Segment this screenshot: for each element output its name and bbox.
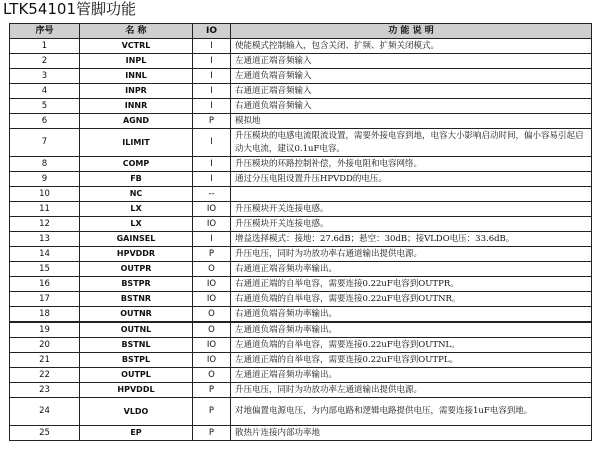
table-row bbox=[10, 187, 592, 202]
pin-number: 17 bbox=[10, 292, 80, 307]
pin-description: 对地偏置电源电压，为内部电路和逻辑电路提供电压，需要连接1uF电容到地。 bbox=[231, 398, 592, 426]
table-row bbox=[10, 277, 592, 292]
pin-description: 升压电压，同时为功放功率右通道输出提供电源。 bbox=[231, 247, 592, 262]
pin-description: 右通道正端音频输入 bbox=[231, 84, 592, 99]
pin-name: EP bbox=[80, 426, 193, 441]
pin-description: 右通道正端的自举电容，需要连接0.22uF电容到OUTPR。 bbox=[231, 277, 592, 292]
pin-io: P bbox=[193, 426, 231, 441]
table-row bbox=[10, 368, 592, 383]
pin-number: 9 bbox=[10, 172, 80, 187]
pin-number: 23 bbox=[10, 383, 80, 398]
pin-description: 左通道正端音频功率输出。 bbox=[231, 368, 592, 383]
pin-number: 20 bbox=[10, 338, 80, 353]
pin-number: 2 bbox=[10, 54, 80, 69]
pin-io: I bbox=[193, 129, 231, 157]
table-row bbox=[10, 54, 592, 69]
table-row bbox=[10, 262, 592, 277]
pin-number: 4 bbox=[10, 84, 80, 99]
pin-name: LX bbox=[80, 202, 193, 217]
pin-number: 24 bbox=[10, 398, 80, 426]
pin-description: 左通道负端音频功率输出。 bbox=[231, 322, 592, 338]
header-name: 名 称 bbox=[80, 24, 193, 39]
table-row bbox=[10, 39, 592, 54]
table-body bbox=[10, 39, 592, 441]
table-row bbox=[10, 114, 592, 129]
pin-number: 15 bbox=[10, 262, 80, 277]
pin-name: FB bbox=[80, 172, 193, 187]
pin-name: HPVDDL bbox=[80, 383, 193, 398]
table-row bbox=[10, 99, 592, 114]
pin-name: COMP bbox=[80, 157, 193, 172]
pin-name: OUTPL bbox=[80, 368, 193, 383]
pin-io: -- bbox=[193, 187, 231, 202]
pin-io: I bbox=[193, 172, 231, 187]
pin-description: 增益选择模式：接地：27.6dB；悬空：30dB；接VLDO电压：33.6dB。 bbox=[231, 232, 592, 247]
pin-io: O bbox=[193, 307, 231, 323]
pin-description: 左通道负端音频输入 bbox=[231, 69, 592, 84]
pin-io: IO bbox=[193, 277, 231, 292]
table-row bbox=[10, 69, 592, 84]
pin-description: 左通道负端的自举电容，需要连接0.22uF电容到OUTNL。 bbox=[231, 338, 592, 353]
pin-number: 22 bbox=[10, 368, 80, 383]
pin-name: BSTNR bbox=[80, 292, 193, 307]
table-row bbox=[10, 202, 592, 217]
pin-name: VCTRL bbox=[80, 39, 193, 54]
pin-name: INPR bbox=[80, 84, 193, 99]
pin-io: I bbox=[193, 54, 231, 69]
pin-number: 6 bbox=[10, 114, 80, 129]
pin-name: ILIMIT bbox=[80, 129, 193, 157]
pin-description: 左通道正端的自举电容，需要连接0.22uF电容到OUTPL。 bbox=[231, 353, 592, 368]
pin-name: AGND bbox=[80, 114, 193, 129]
pin-description: 使能模式控制输入，包含关闭、扩频、扩频关闭模式。 bbox=[231, 39, 592, 54]
pin-description: 通过分压电阻设置升压HPVDD的电压。 bbox=[231, 172, 592, 187]
pin-name: GAINSEL bbox=[80, 232, 193, 247]
pin-number: 18 bbox=[10, 307, 80, 323]
table-row bbox=[10, 232, 592, 247]
pin-number: 1 bbox=[10, 39, 80, 54]
pin-description: 右通道负端音频输入 bbox=[231, 99, 592, 114]
pin-name: HPVDDR bbox=[80, 247, 193, 262]
pin-number: 19 bbox=[10, 322, 80, 338]
pin-io: P bbox=[193, 398, 231, 426]
pin-description: 升压模块的电感电流限流设置，需要外接电容到地，电容大小影响启动时间，偏小容易引起启动大电流，建议0.1uF电容。 bbox=[231, 129, 592, 157]
pin-description: 升压模块开关连接电感。 bbox=[231, 217, 592, 232]
pin-name: BSTPR bbox=[80, 277, 193, 292]
pin-description: 左通道正端音频输入 bbox=[231, 54, 592, 69]
pin-io: I bbox=[193, 157, 231, 172]
pin-io: P bbox=[193, 247, 231, 262]
pin-description: 散热片连接内部功率地 bbox=[231, 426, 592, 441]
table-row bbox=[10, 322, 592, 338]
table-header-row bbox=[10, 24, 592, 39]
pin-number: 25 bbox=[10, 426, 80, 441]
pin-name: BSTPL bbox=[80, 353, 193, 368]
pin-io: I bbox=[193, 84, 231, 99]
pin-number: 10 bbox=[10, 187, 80, 202]
table-row bbox=[10, 398, 592, 426]
pin-number: 3 bbox=[10, 69, 80, 84]
table-row bbox=[10, 353, 592, 368]
pin-number: 11 bbox=[10, 202, 80, 217]
pin-number: 8 bbox=[10, 157, 80, 172]
pin-description: 升压模块的环路控制补偿，外接电阻和电容网络。 bbox=[231, 157, 592, 172]
pin-io: IO bbox=[193, 338, 231, 353]
pin-io: I bbox=[193, 39, 231, 54]
table-row bbox=[10, 217, 592, 232]
table-row bbox=[10, 292, 592, 307]
pin-name: INPL bbox=[80, 54, 193, 69]
pin-description: 右通道正端音频功率输出。 bbox=[231, 262, 592, 277]
pin-description: 右通道负端音频功率输出。 bbox=[231, 307, 592, 323]
table-row bbox=[10, 426, 592, 441]
pin-io: O bbox=[193, 262, 231, 277]
pin-name: LX bbox=[80, 217, 193, 232]
pin-io: IO bbox=[193, 353, 231, 368]
header-io: IO bbox=[193, 24, 231, 39]
table-row bbox=[10, 383, 592, 398]
pin-number: 7 bbox=[10, 129, 80, 157]
pin-name: OUTNR bbox=[80, 307, 193, 323]
table-row bbox=[10, 307, 592, 323]
pin-description bbox=[231, 187, 592, 202]
pin-description: 右通道负端的自举电容，需要连接0.22uF电容到OUTNR。 bbox=[231, 292, 592, 307]
pin-number: 14 bbox=[10, 247, 80, 262]
pin-description: 升压模块开关连接电感。 bbox=[231, 202, 592, 217]
pin-name: INNL bbox=[80, 69, 193, 84]
pin-number: 16 bbox=[10, 277, 80, 292]
pin-io: I bbox=[193, 99, 231, 114]
pin-description: 模拟地 bbox=[231, 114, 592, 129]
table-row bbox=[10, 338, 592, 353]
pin-name: OUTPR bbox=[80, 262, 193, 277]
pin-name: VLDO bbox=[80, 398, 193, 426]
pin-io: IO bbox=[193, 217, 231, 232]
pin-io: IO bbox=[193, 292, 231, 307]
pin-io: P bbox=[193, 383, 231, 398]
table-row bbox=[10, 247, 592, 262]
pin-number: 5 bbox=[10, 99, 80, 114]
table-row bbox=[10, 172, 592, 187]
pin-name: BSTNL bbox=[80, 338, 193, 353]
pin-function-table bbox=[9, 23, 592, 441]
header-no: 序号 bbox=[10, 24, 80, 39]
pin-io: O bbox=[193, 368, 231, 383]
table-row bbox=[10, 157, 592, 172]
pin-name: OUTNL bbox=[80, 322, 193, 338]
pin-name: INNR bbox=[80, 99, 193, 114]
pin-number: 21 bbox=[10, 353, 80, 368]
header-desc: 功 能 说 明 bbox=[231, 24, 592, 39]
table-row bbox=[10, 129, 592, 157]
pin-io: O bbox=[193, 322, 231, 338]
pin-io: I bbox=[193, 232, 231, 247]
pin-number: 12 bbox=[10, 217, 80, 232]
pin-name: NC bbox=[80, 187, 193, 202]
page-title: LTK54101管脚功能 bbox=[3, 0, 137, 18]
pin-io: I bbox=[193, 69, 231, 84]
pin-io: P bbox=[193, 114, 231, 129]
table-row bbox=[10, 84, 592, 99]
pin-number: 13 bbox=[10, 232, 80, 247]
pin-description: 升压电压，同时为功放功率左通道输出提供电源。 bbox=[231, 383, 592, 398]
pin-io: IO bbox=[193, 202, 231, 217]
